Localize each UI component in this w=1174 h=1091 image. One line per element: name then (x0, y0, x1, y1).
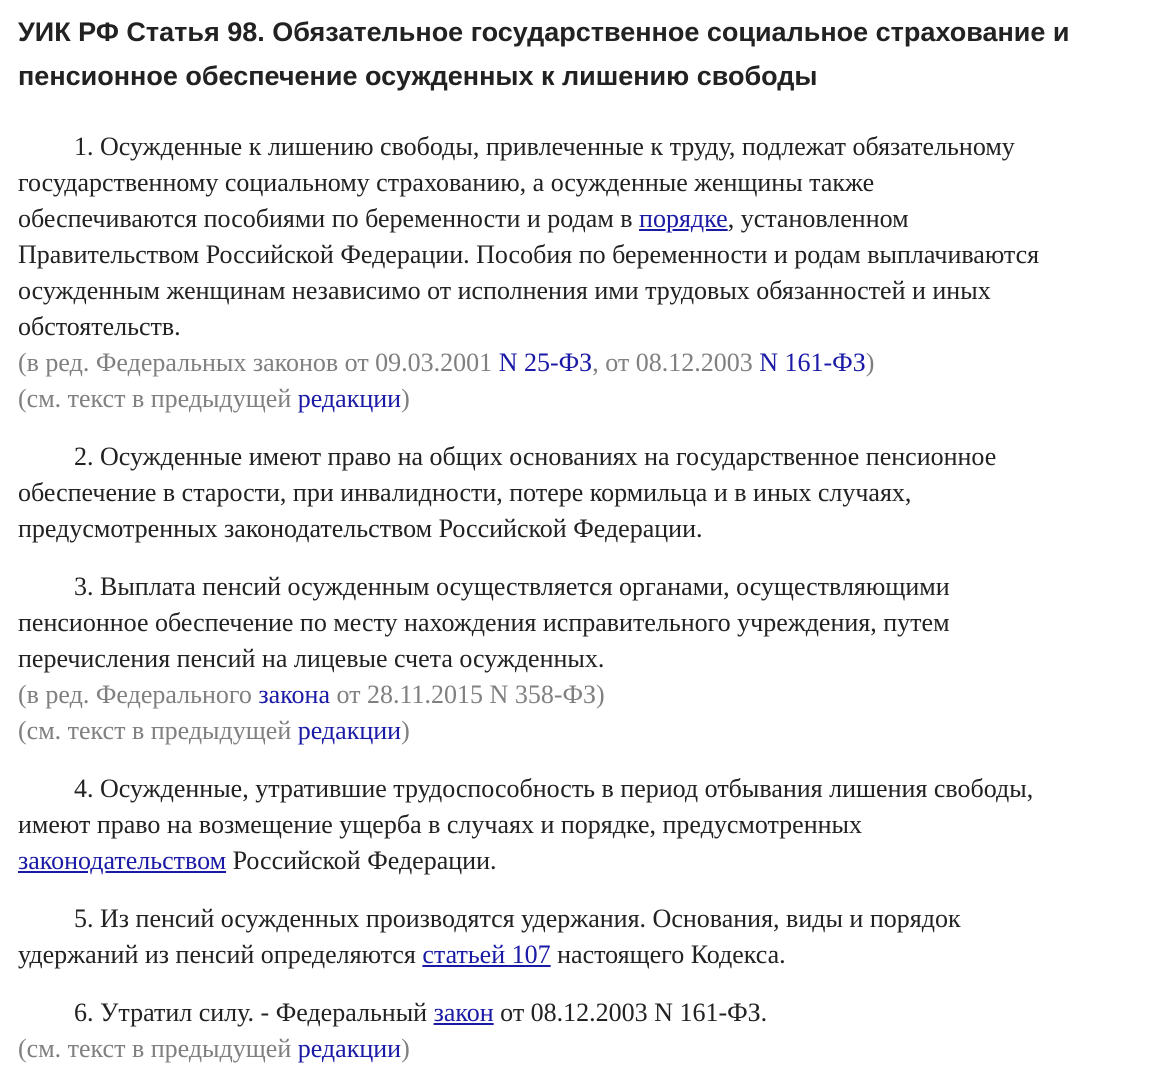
paragraph-1-line-3 (18, 201, 1174, 237)
paragraph-6-text: от 08.12.2003 N 161-ФЗ. (493, 998, 768, 1027)
amendment-note-text: (в ред. Федеральных законов от 09.03.2001 (18, 348, 499, 377)
paragraph-2-line-2: обеспечение в старости, при инвалидности, потере кормильца и в иных случаях, (18, 478, 912, 507)
paragraph-3 (18, 569, 1174, 677)
previous-edition-text: (см. текст в предыдущей (18, 716, 298, 745)
paragraph-1-line-4: Правительством Российской Федерации. Пособия по беременности и родам выплачиваются (18, 240, 1040, 269)
previous-edition-text: ) (401, 1034, 410, 1063)
amendment-note-text: , от 08.12.2003 (592, 348, 760, 377)
previous-edition-text: (см. текст в предыдущей (18, 1034, 298, 1063)
previous-edition-link[interactable]: редакции (297, 384, 402, 413)
amendment-note-text: (в ред. Федерального (18, 680, 259, 709)
article-page (18, 0, 1174, 1067)
paragraph-5-text: настоящего Кодекса. (550, 940, 786, 969)
paragraph-1-line-5: осужденным женщинам независимо от исполнения ими трудовых обязанностей и иных (18, 276, 991, 305)
paragraph-spacer (18, 879, 1174, 901)
paragraph-2 (18, 439, 1174, 547)
paragraph-1-text: обеспечиваются пособиями по беременности и родам в (18, 204, 640, 233)
paragraph-5 (18, 901, 1174, 973)
paragraph-5-line-1: 5. Из пенсий осужденных производятся удержания. Основания, виды и порядок (74, 904, 961, 933)
paragraph-4 (18, 771, 1174, 879)
paragraph-4-line-3 (18, 843, 1174, 879)
paragraph-6-text: 6. Утратил силу. - Федеральный (74, 998, 434, 1027)
paragraph-4-text: Российской Федерации. (226, 846, 497, 875)
previous-edition-text: ) (401, 384, 410, 413)
paragraph-3-line-1: 3. Выплата пенсий осужденным осуществляется органами, осуществляющими (74, 572, 950, 601)
previous-edition-note (18, 381, 1174, 417)
article-title-line-1: УИК РФ Статья 98. Обязательное государственное социальное страхование и (18, 17, 1070, 47)
amendment-note (18, 345, 1174, 381)
paragraph-6 (18, 995, 1174, 1031)
article-body (18, 129, 1174, 1067)
paragraph-1-line-1: 1. Осужденные к лишению свободы, привлеченные к труду, подлежат обязательному (74, 132, 1015, 161)
paragraph-5-line-2 (18, 937, 1174, 973)
article-title-line-2: пенсионное обеспечение осужденных к лишению свободы (18, 61, 818, 91)
poryadok-link[interactable]: порядке (639, 204, 728, 233)
legislation-link[interactable]: законодательством (18, 846, 227, 875)
paragraph-3-line-3: перечисления пенсий на лицевые счета осужденных. (18, 644, 605, 673)
paragraph-1 (18, 129, 1174, 345)
paragraph-spacer (18, 973, 1174, 995)
amendment-note-text: от 28.11.2015 N 358-ФЗ) (329, 680, 605, 709)
previous-edition-text: ) (401, 716, 410, 745)
paragraph-4-line-1: 4. Осужденные, утратившие трудоспособность в период отбывания лишения свободы, (74, 774, 1034, 803)
amendment-note (18, 677, 1174, 713)
previous-edition-link[interactable]: редакции (297, 1034, 402, 1063)
article-107-link[interactable]: статьей 107 (422, 940, 551, 969)
law-161-fz-link[interactable]: N 161-ФЗ (759, 348, 866, 377)
paragraph-spacer (18, 749, 1174, 771)
law-358-fz-link[interactable]: закона (258, 680, 330, 709)
paragraph-6-line-1 (18, 995, 1174, 1031)
paragraph-4-line-2: имеют право на возмещение ущерба в случаях и порядке, предусмотренных (18, 810, 863, 839)
paragraph-1-line-6: обстоятельств. (18, 312, 181, 341)
paragraph-3-line-2: пенсионное обеспечение по месту нахождения исправительного учреждения, путем (18, 608, 950, 637)
article-title (18, 10, 1174, 98)
previous-edition-note (18, 1031, 1174, 1067)
paragraph-spacer (18, 547, 1174, 569)
previous-edition-note (18, 713, 1174, 749)
law-25-fz-link[interactable]: N 25-ФЗ (498, 348, 593, 377)
federal-law-link[interactable]: закон (433, 998, 494, 1027)
paragraph-2-line-1: 2. Осужденные имеют право на общих основаниях на государственное пенсионное (74, 442, 997, 471)
paragraph-1-text: , установленном (727, 204, 909, 233)
previous-edition-text: (см. текст в предыдущей (18, 384, 298, 413)
paragraph-2-line-3: предусмотренных законодательством Российской Федерации. (18, 514, 703, 543)
previous-edition-link[interactable]: редакции (297, 716, 402, 745)
paragraph-spacer (18, 417, 1174, 439)
paragraph-1-line-2: государственному социальному страхованию, а осужденные женщины также (18, 168, 875, 197)
paragraph-5-text: удержаний из пенсий определяются (18, 940, 423, 969)
amendment-note-text: ) (865, 348, 875, 377)
